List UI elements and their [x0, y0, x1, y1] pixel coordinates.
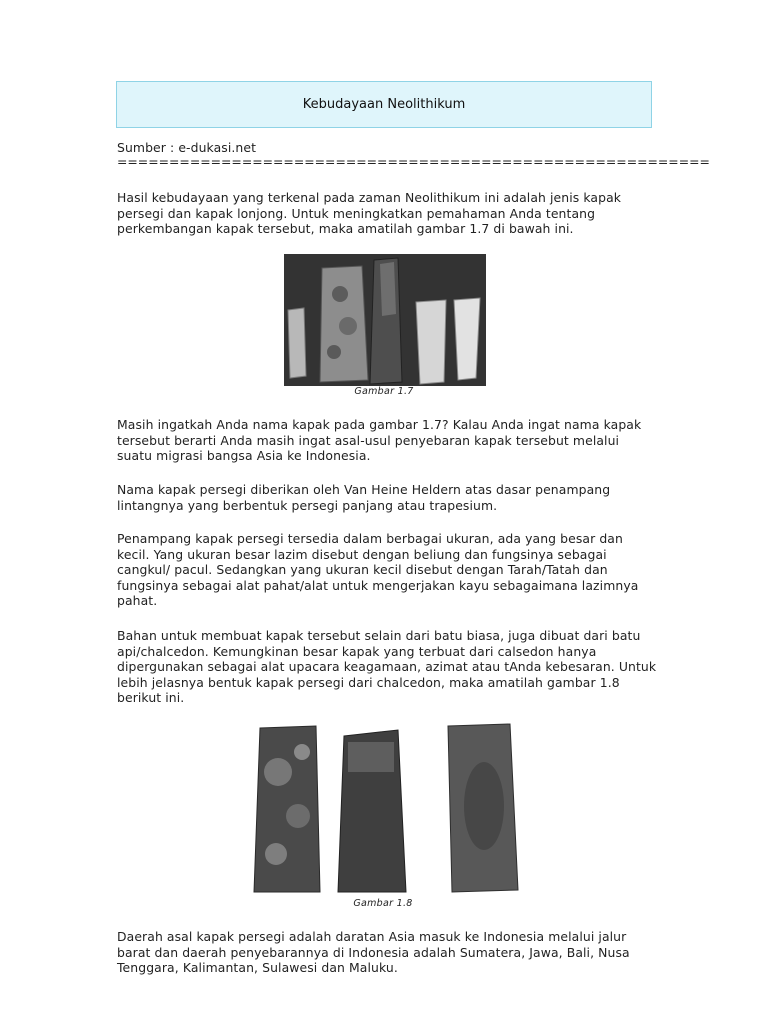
paragraph-bahan: Bahan untuk membuat kapak tersebut selain dari batu biasa, juga dibuat dari batu api/chalcedon. Kemungkinan besar kapak yang terbuat dari calsedon hanya dipergunakan sebagai alat upacara keagamaan, azimat atau tAnda kebesaran. Untuk lebih jelasnya bentuk kapak persegi dari chalcedon, maka amatilah gambar 1.8 berikut ini. [117, 628, 657, 706]
paragraph-daerah-asal: Daerah asal kapak persegi adalah daratan Asia masuk ke Indonesia melalui jalur barat dan daerah penyebarannya di Indonesia adalah Sumatera, Jawa, Bali, Nusa Tenggara, Kalimantan, Sulawesi dan Maluku. [117, 929, 630, 976]
paragraph-van-heine: Nama kapak persegi diberikan oleh Van Heine Heldern atas dasar penampang lintangnya yang berbentuk persegi panjang atau trapesium. [117, 482, 611, 513]
figure-1-7-caption: Gambar 1.7 [354, 386, 414, 397]
figure-1-7-image [284, 254, 486, 386]
paragraph-penampang: Penampang kapak persegi tersedia dalam berbagai ukuran, ada yang besar dan kecil. Yang ukuran besar lazim disebut dengan beliung dan fungsinya sebagai cangkul/ pacul. Sedangkan yang ukuran kecil disebut dengan Tarah/Tatah dan fungsinya sebagai alat pahat/alat untuk mengerjakan kayu sebagaimana lazimnya pahat. [117, 531, 639, 609]
title-box [116, 81, 652, 128]
paragraph-question: Masih ingatkah Anda nama kapak pada gambar 1.7? Kalau Anda ingat nama kapak tersebut berarti Anda masih ingat asal-usul penyebaran kapak tersebut melalui suatu migrasi bangsa Asia ke Indonesia. [117, 417, 642, 464]
figure-1-8-caption: Gambar 1.8 [353, 898, 413, 909]
paragraph-intro: Hasil kebudayaan yang terkenal pada zaman Neolithikum ini adalah jenis kapak persegi dan kapak lonjong. Untuk meningkatkan pemahaman Anda tentang perkembangan kapak tersebut, maka amatilah gambar 1.7 di bawah ini. [117, 190, 622, 237]
figure-1-8-image [248, 722, 524, 894]
separator-line: ========================================================= [117, 154, 710, 169]
page-title: Kebudayaan Neolithikum [302, 97, 466, 112]
source-line: Sumber : e-dukasi.net [117, 140, 257, 155]
